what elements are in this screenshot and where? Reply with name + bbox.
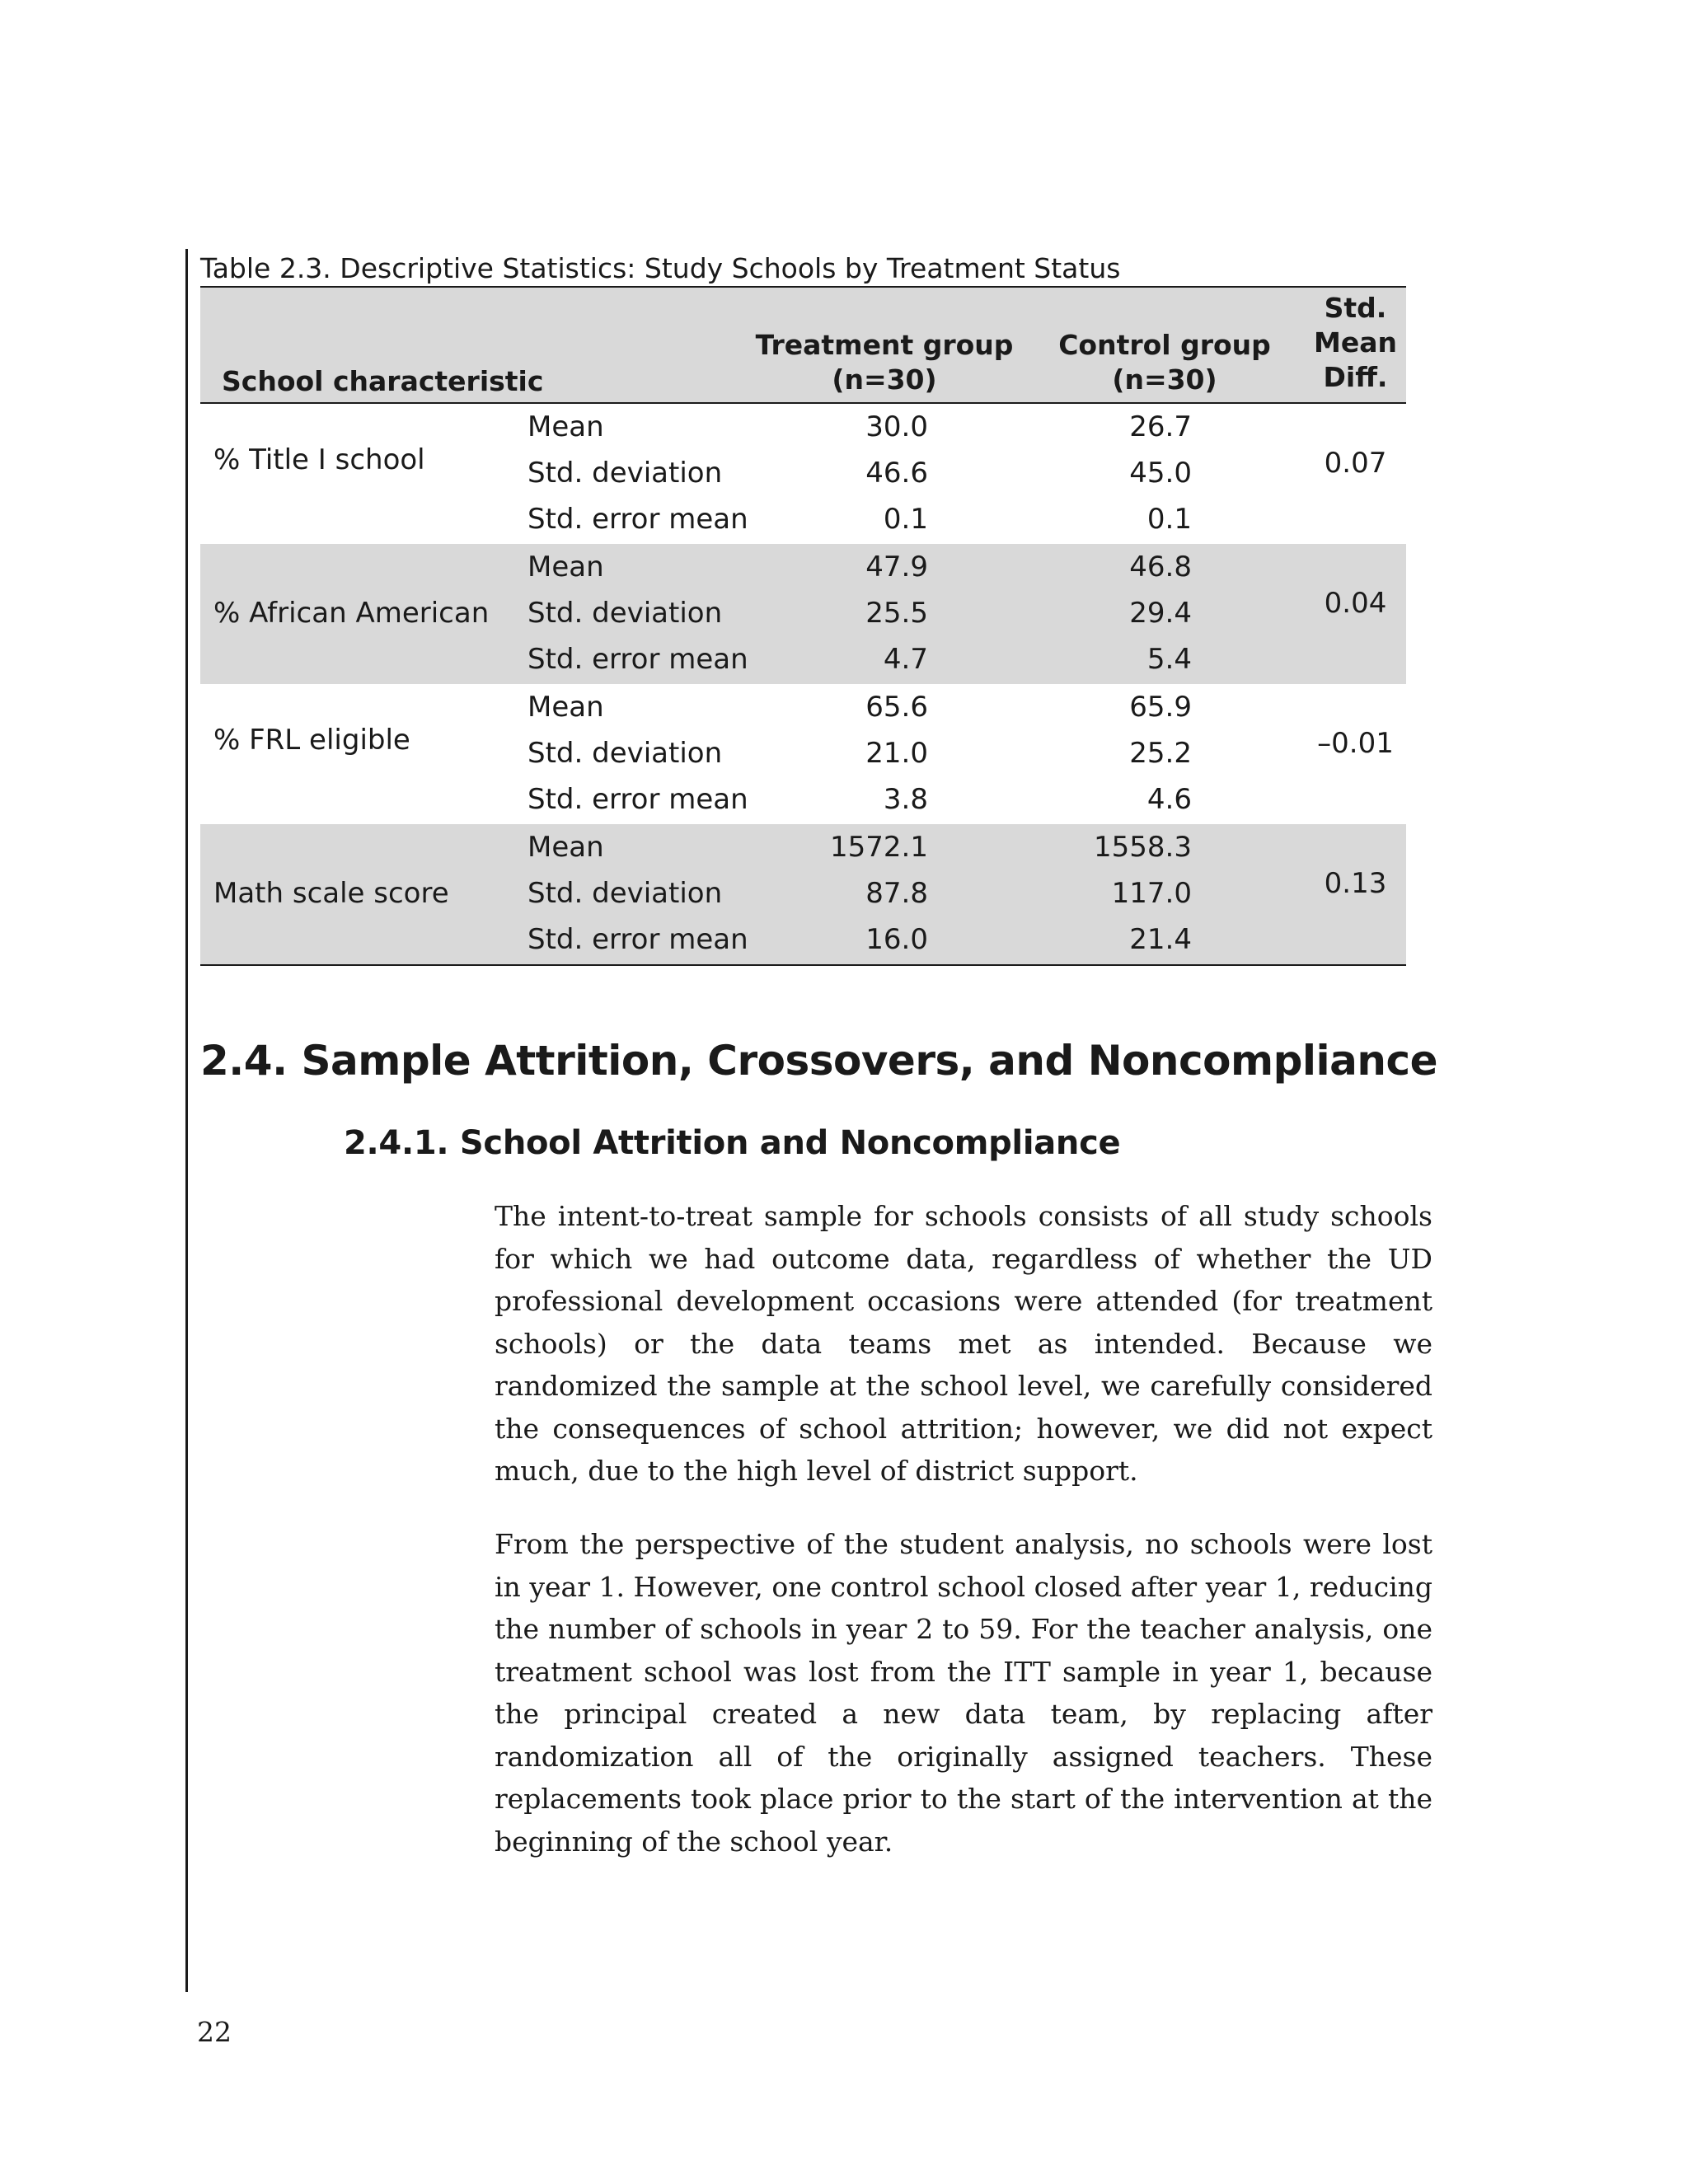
treatment-value: 25.5 (865, 597, 928, 630)
treatment-value: 16.0 (865, 923, 928, 956)
group-label: % Title I school (213, 443, 425, 476)
std-mean-diff-value: 0.04 (1324, 587, 1387, 620)
stat-name: Std. error mean (528, 783, 748, 816)
table-row (200, 496, 1406, 542)
group-label: % African American (213, 597, 490, 630)
treatment-value: 0.1 (883, 503, 928, 536)
header-treatment-title: Treatment group (755, 329, 1014, 361)
stat-name: Mean (528, 691, 604, 724)
control-value: 5.4 (1146, 643, 1192, 676)
stat-name: Mean (528, 551, 604, 583)
std-mean-diff-value: –0.01 (1317, 727, 1394, 760)
section-heading: 2.4. Sample Attrition, Crossovers, and Noncompliance (200, 1037, 1438, 1085)
stat-name: Mean (528, 410, 604, 443)
stat-name: Std. error mean (528, 923, 748, 956)
group-label: % FRL eligible (213, 724, 410, 757)
header-diff-line1: Std. (1324, 292, 1387, 324)
body-paragraph: The intent-to-treat sample for schools consists of all study schools for which we had outcome data, regardless of whether the UD professional development occasions were attended (for treatment schools) or the data teams met as intended. Because we randomized the sample at the school level, we carefully considered the consequences of school attrition; however, we did not expect much, due to the high level of district support. (495, 1200, 1432, 1487)
table-row (200, 544, 1406, 590)
table-row (200, 916, 1406, 963)
table-row (200, 730, 1406, 776)
table-row (200, 870, 1406, 916)
table-group-frl-eligible (200, 684, 1406, 824)
treatment-value: 3.8 (883, 783, 928, 816)
treatment-value: 46.6 (865, 457, 928, 490)
subsection-heading: 2.4.1. School Attrition and Noncompliance (344, 1124, 1121, 1162)
header-diff-line3: Diff. (1323, 361, 1388, 393)
table-header-row (200, 288, 1406, 404)
page-number: 22 (197, 2016, 232, 2048)
table-row (200, 684, 1406, 730)
stat-name: Std. error mean (528, 643, 748, 676)
control-value: 21.4 (1129, 923, 1192, 956)
treatment-value: 1572.1 (830, 831, 928, 864)
table-row (200, 636, 1406, 682)
control-value: 4.6 (1146, 783, 1192, 816)
control-value: 26.7 (1129, 410, 1192, 443)
treatment-value: 65.6 (865, 691, 928, 724)
header-std-mean-diff (1305, 291, 1406, 395)
table-row (200, 590, 1406, 636)
margin-rule (185, 249, 188, 1992)
descriptive-statistics-table (200, 286, 1406, 966)
header-control-title: Control group (1058, 329, 1271, 361)
body-paragraph: From the perspective of the student analysis, no schools were lost in year 1. However, one control school closed after year 1, reducing the number of schools in year 2 to 59. For the teacher analysis, one treatment school was lost from the ITT sample in year 1, because the principal created a new data team, by replacing after randomization all of the originally assigned teachers. These replacements took place prior to the start of the intervention at the beginning of the school year. (495, 1528, 1432, 1858)
table-row (200, 450, 1406, 496)
treatment-value: 4.7 (883, 643, 928, 676)
std-mean-diff-value: 0.13 (1324, 867, 1387, 900)
treatment-value: 30.0 (865, 410, 928, 443)
table-caption: Table 2.3. Descriptive Statistics: Study Schools by Treatment Status (200, 252, 1121, 284)
treatment-value: 21.0 (865, 737, 928, 770)
stat-name: Mean (528, 831, 604, 864)
table-group-title-i (200, 404, 1406, 544)
control-value: 25.2 (1129, 737, 1192, 770)
stat-name: Std. deviation (528, 877, 723, 910)
stat-name: Std. deviation (528, 597, 723, 630)
std-mean-diff-value: 0.07 (1324, 447, 1387, 480)
control-value: 117.0 (1111, 877, 1192, 910)
header-treatment-group (744, 328, 1025, 397)
stat-name: Std. deviation (528, 737, 723, 770)
control-value: 45.0 (1129, 457, 1192, 490)
control-value: 1558.3 (1094, 831, 1192, 864)
stat-name: Std. error mean (528, 503, 748, 536)
table-row (200, 824, 1406, 870)
treatment-value: 47.9 (865, 551, 928, 583)
header-control-group (1025, 328, 1305, 397)
header-school-characteristic: School characteristic (222, 365, 544, 397)
group-label: Math scale score (213, 877, 449, 910)
table-group-african-american (200, 544, 1406, 684)
stat-name: Std. deviation (528, 457, 723, 490)
header-treatment-n: (n=30) (832, 363, 937, 396)
table-group-math-scale-score (200, 824, 1406, 964)
control-value: 0.1 (1146, 503, 1192, 536)
control-value: 29.4 (1129, 597, 1192, 630)
header-control-n: (n=30) (1112, 363, 1217, 396)
control-value: 65.9 (1129, 691, 1192, 724)
table-row (200, 404, 1406, 450)
control-value: 46.8 (1129, 551, 1192, 583)
treatment-value: 87.8 (865, 877, 928, 910)
header-diff-line2: Mean (1314, 326, 1397, 359)
table-row (200, 776, 1406, 823)
